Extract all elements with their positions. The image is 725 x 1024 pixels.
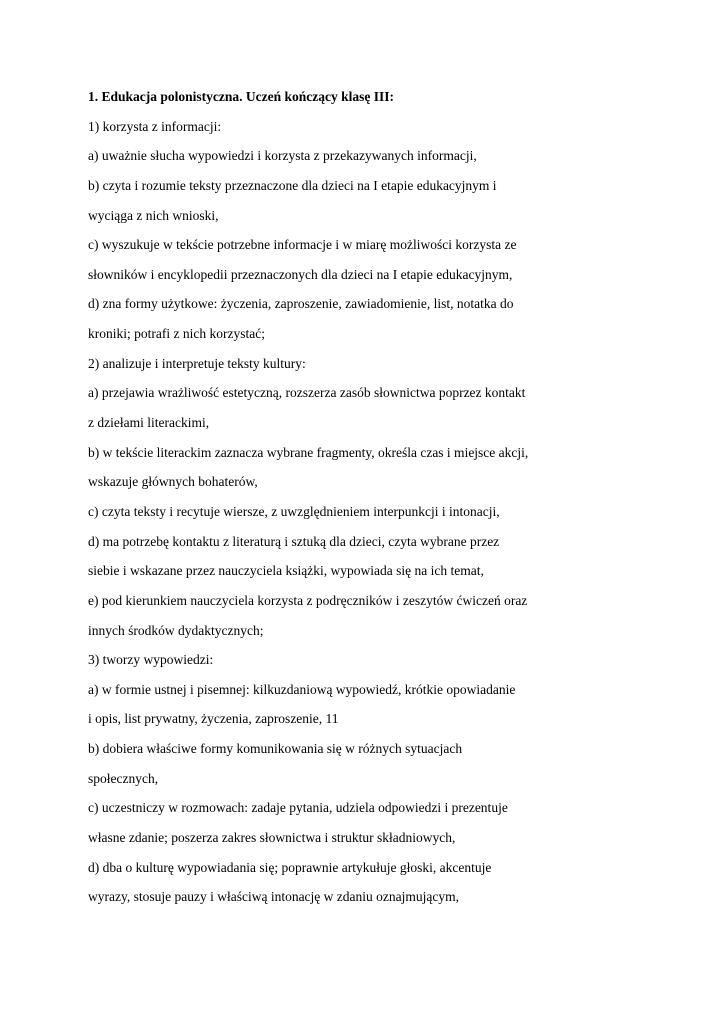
text-line: własne zdanie; poszerza zakres słownictwa i struktur składniowych, bbox=[88, 830, 456, 846]
text-line: i opis, list prywatny, życzenia, zaproszenie, 11 bbox=[88, 711, 339, 727]
text-line: społecznych, bbox=[88, 770, 159, 786]
text-line: a) przejawia wrażliwość estetyczną, rozszerza zasób słownictwa poprzez kontakt bbox=[88, 385, 526, 401]
text-line: b) czyta i rozumie teksty przeznaczone dla dzieci na I etapie edukacyjnym i bbox=[88, 177, 497, 193]
text-line: kroniki; potrafi z nich korzystać; bbox=[88, 326, 265, 342]
text-line: d) zna formy użytkowe: życzenia, zaproszenie, zawiadomienie, list, notatka do bbox=[88, 296, 514, 312]
text-line: wyrazy, stosuje pauzy i właściwą intonację w zdaniu oznajmującym, bbox=[88, 889, 459, 905]
text-line: wyciąga z nich wnioski, bbox=[88, 207, 219, 223]
text-line: c) czyta teksty i recytuje wiersze, z uwzględnieniem interpunkcji i intonacji, bbox=[88, 503, 500, 519]
text-line: wskazuje głównych bohaterów, bbox=[88, 474, 258, 490]
text-line: 1) korzysta z informacji: bbox=[88, 118, 222, 134]
text-line: e) pod kierunkiem nauczyciela korzysta z podręczników i zeszytów ćwiczeń oraz bbox=[88, 592, 528, 608]
text-line: z dziełami literackimi, bbox=[88, 415, 210, 431]
text-line: innych środków dydaktycznych; bbox=[88, 622, 264, 638]
text-line: słowników i encyklopedii przeznaczonych dla dzieci na I etapie edukacyjnym, bbox=[88, 266, 513, 282]
text-line: c) uczestniczy w rozmowach: zadaje pytania, udziela odpowiedzi i prezentuje bbox=[88, 800, 508, 816]
text-line: 3) tworzy wypowiedzi: bbox=[88, 652, 214, 668]
text-line: 2) analizuje i interpretuje teksty kultury: bbox=[88, 355, 306, 371]
text-line: b) dobiera właściwe formy komunikowania się w różnych sytuacjach bbox=[88, 741, 463, 757]
text-line: a) uważnie słucha wypowiedzi i korzysta z przekazywanych informacji, bbox=[88, 148, 477, 164]
text-line: b) w tekście literackim zaznacza wybrane fragmenty, określa czas i miejsce akcji, bbox=[88, 444, 529, 460]
text-line: d) ma potrzebę kontaktu z literaturą i sztuką dla dzieci, czyta wybrane przez bbox=[88, 533, 500, 549]
document-text bbox=[88, 88, 648, 918]
section-heading: 1. Edukacja polonistyczna. Uczeń kończący klasę III: bbox=[88, 89, 395, 104]
text-line: siebie i wskazane przez nauczyciela książki, wypowiada się na ich temat, bbox=[88, 563, 484, 579]
text-line: d) dba o kulturę wypowiadania się; poprawnie artykułuje głoski, akcentuje bbox=[88, 859, 492, 875]
text-line: a) w formie ustnej i pisemnej: kilkuzdaniową wypowiedź, krótkie opowiadanie bbox=[88, 681, 516, 697]
text-line: c) wyszukuje w tekście potrzebne informacje i w miarę możliwości korzysta ze bbox=[88, 237, 517, 253]
